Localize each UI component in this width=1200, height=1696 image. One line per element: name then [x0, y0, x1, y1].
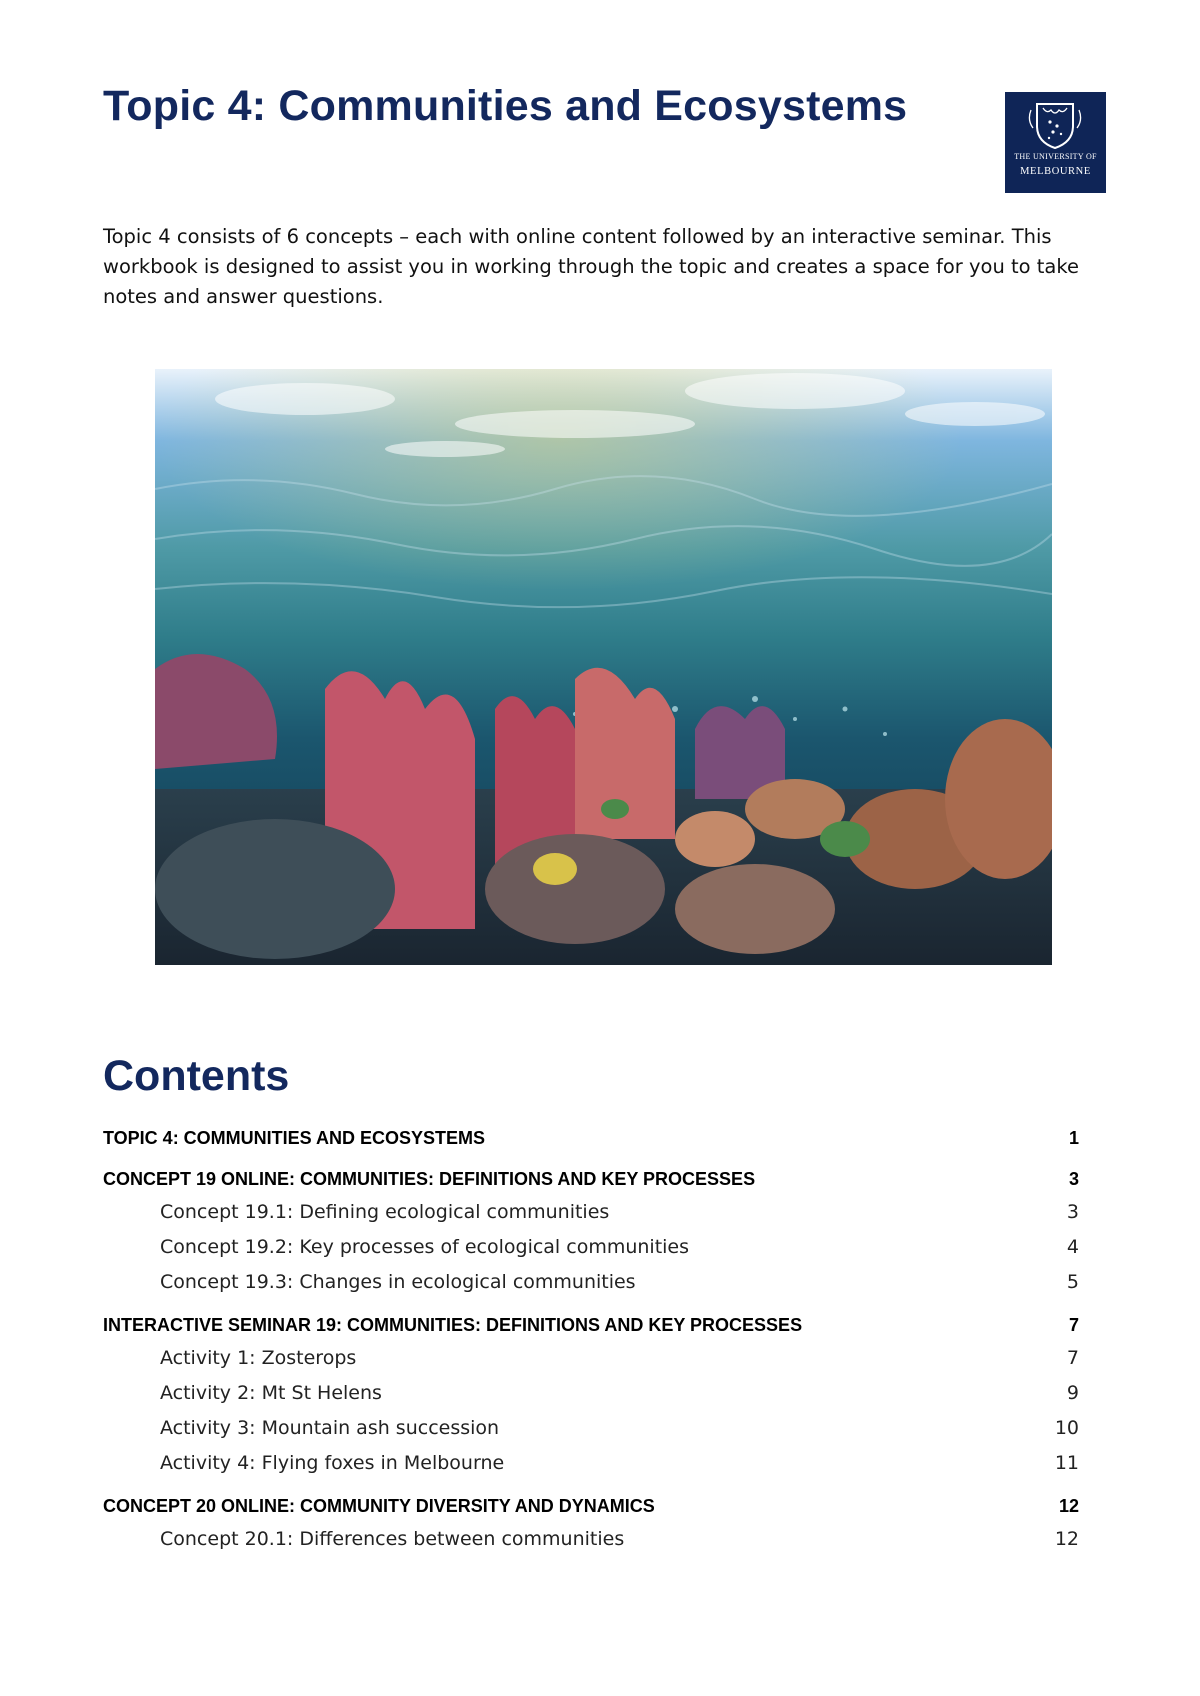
toc-entry[interactable]: [103, 1376, 1079, 1411]
toc-entry-label: Activity 4: Flying foxes in Melbourne: [160, 1452, 505, 1474]
toc-entry-label: Concept 19.1: Defining ecological communities: [160, 1201, 610, 1223]
toc-entry-page: 7: [1066, 1347, 1079, 1369]
toc-entry-page: 3: [1066, 1201, 1079, 1223]
toc-entry[interactable]: [103, 1341, 1079, 1376]
toc-entry-label: TOPIC 4: COMMUNITIES AND ECOSYSTEMS: [103, 1128, 486, 1148]
toc-entry-label: Activity 2: Mt St Helens: [160, 1382, 382, 1404]
toc-entry[interactable]: [103, 1315, 1079, 1341]
toc-entry-page: 11: [1054, 1452, 1079, 1474]
toc-entry[interactable]: [103, 1446, 1079, 1481]
toc-entry-page: 1: [1068, 1128, 1079, 1148]
toc-entry[interactable]: [103, 1496, 1079, 1522]
toc-entry-page: 12: [1054, 1528, 1079, 1550]
toc-entry-label: Activity 1: Zosterops: [160, 1347, 357, 1369]
toc-entry-label: Concept 20.1: Differences between communities: [160, 1528, 625, 1550]
toc-entry-label: Concept 19.3: Changes in ecological communities: [160, 1271, 636, 1293]
toc-entry[interactable]: [103, 1265, 1079, 1300]
toc-entry[interactable]: [103, 1411, 1079, 1446]
coral-reef-photo: [155, 369, 1052, 965]
toc-entry[interactable]: [103, 1522, 1079, 1557]
toc-entry-label: Activity 3: Mountain ash succession: [160, 1417, 500, 1439]
logo-text-line2: MELBOURNE: [1020, 166, 1091, 177]
toc-entry-label: Concept 19.2: Key processes of ecological communities: [160, 1236, 690, 1258]
toc-entry-page: 7: [1068, 1315, 1079, 1335]
toc-entry-label: CONCEPT 20 ONLINE: COMMUNITY DIVERSITY AND DYNAMICS: [103, 1496, 655, 1516]
toc-entry[interactable]: [103, 1195, 1079, 1230]
university-logo: [1005, 92, 1106, 193]
page-title: Topic 4: Communities and Ecosystems: [103, 82, 908, 130]
table-of-contents: [103, 1128, 1079, 1557]
toc-entry-page: 10: [1054, 1417, 1079, 1439]
intro-paragraph: Topic 4 consists of 6 concepts – each with online content followed by an interactive seminar. This workbook is designed to assist you in working through the topic and creates a space for you to take notes and answer questions.: [103, 225, 1079, 308]
logo-text-line1: THE UNIVERSITY OF: [1014, 152, 1097, 161]
toc-entry[interactable]: [103, 1169, 1079, 1195]
coral-reef-illustration: [155, 369, 1052, 965]
toc-entry-page: 5: [1066, 1271, 1079, 1293]
contents-heading: Contents: [103, 1052, 290, 1100]
toc-entry-page: 4: [1066, 1236, 1079, 1258]
toc-entry-page: 9: [1066, 1382, 1079, 1404]
toc-entry[interactable]: [103, 1128, 1079, 1154]
toc-entry[interactable]: [103, 1230, 1079, 1265]
toc-entry-label: CONCEPT 19 ONLINE: COMMUNITIES: DEFINITIONS AND KEY PROCESSES: [103, 1169, 756, 1189]
university-crest-icon: [1025, 100, 1085, 150]
toc-entry-label: INTERACTIVE SEMINAR 19: COMMUNITIES: DEFINITIONS AND KEY PROCESSES: [103, 1315, 803, 1335]
toc-entry-page: 12: [1058, 1496, 1079, 1516]
toc-entry-page: 3: [1068, 1169, 1079, 1189]
